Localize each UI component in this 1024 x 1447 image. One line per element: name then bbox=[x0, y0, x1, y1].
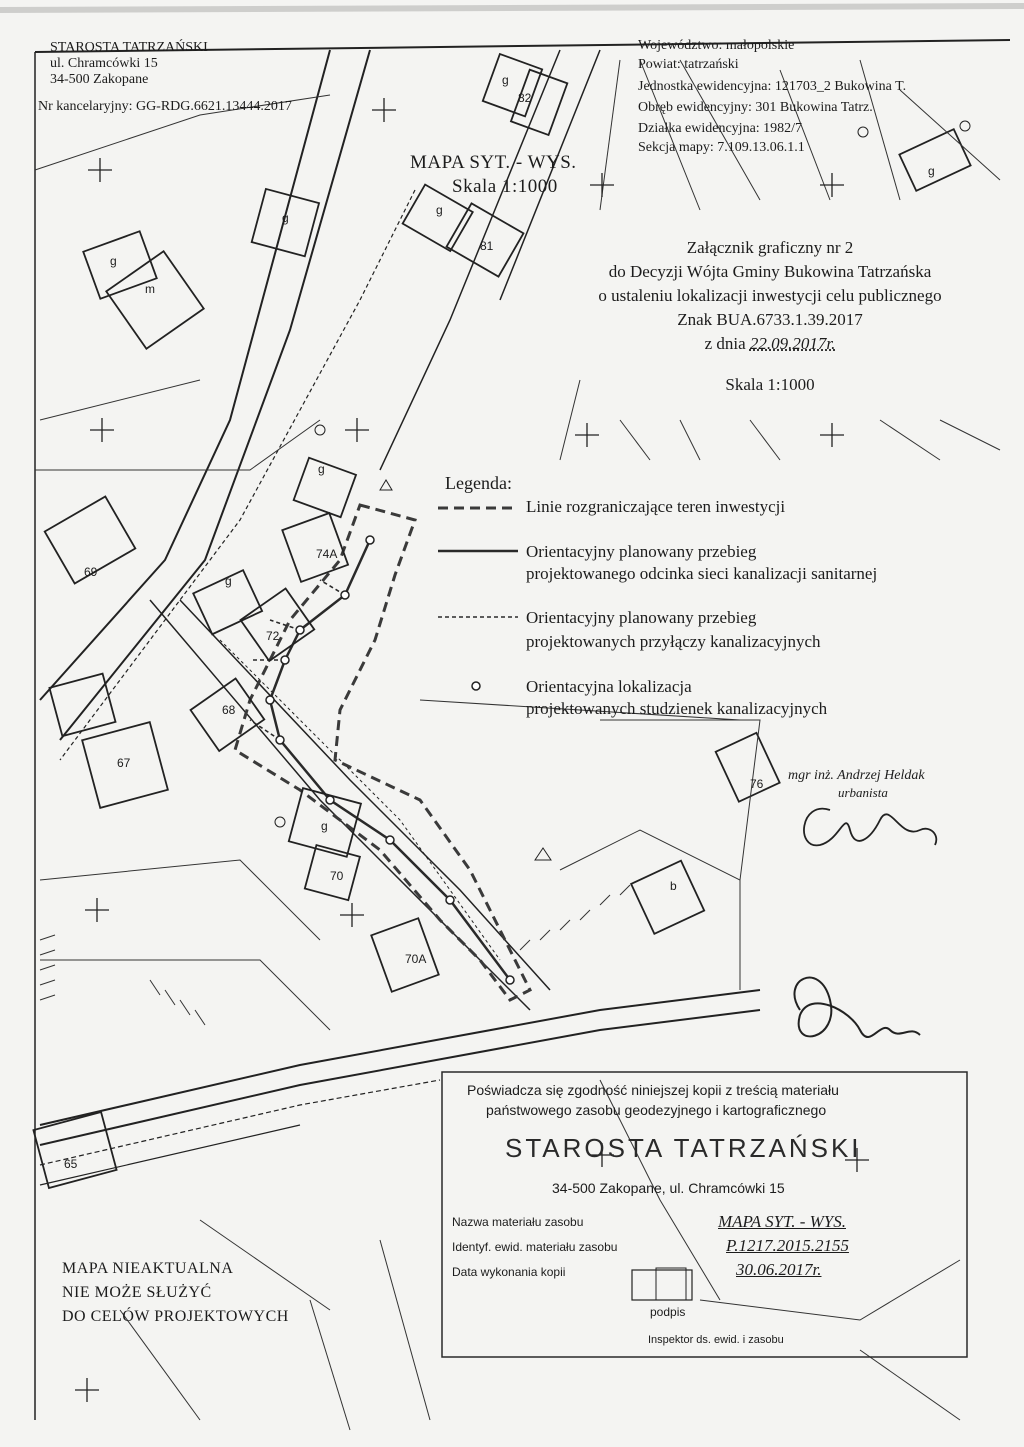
annex-decision: do Decyzji Wójta Gminy Bukowina Tatrzańska bbox=[608, 262, 932, 281]
annex-subject: o ustaleniu lokalizacji inwestycji celu publicznego bbox=[598, 286, 942, 305]
annex-date-value: 22.09.2017r. bbox=[749, 334, 836, 353]
markers bbox=[275, 121, 970, 860]
stamp-certification-line-1: Poświadcza się zgodność niniejszej kopii z treścią materiału bbox=[467, 1082, 839, 1098]
cadastral-precinct: Obręb ewidencyjny: 301 Bukowina Tatrz. bbox=[638, 100, 873, 115]
cadastral-voivodeship: Województwo: małopolskie bbox=[638, 38, 795, 53]
legend-title: Legenda: bbox=[445, 473, 512, 493]
building-label: 67 bbox=[117, 756, 131, 770]
building-label: 72 bbox=[266, 629, 280, 643]
building-label: g bbox=[502, 73, 509, 87]
building-label: 70 bbox=[330, 869, 344, 883]
embankment bbox=[40, 885, 630, 1025]
warning-line-2: NIE MOŻE SŁUŻYĆ bbox=[62, 1284, 212, 1301]
building-label: g bbox=[436, 203, 443, 217]
stamp-certification-line-2: państwowego zasobu geodezyjnego i kartograficznego bbox=[486, 1102, 827, 1118]
office-line-3: 34-500 Zakopane bbox=[50, 72, 149, 87]
road-middle bbox=[150, 600, 550, 1010]
stamp-field-3-value: 30.06.2017r. bbox=[736, 1260, 822, 1279]
building-label: 70A bbox=[405, 952, 427, 966]
office-reference-number: Nr kancelaryjny: GG-RDG.6621.13444.2017 bbox=[38, 99, 292, 114]
building-label: 81 bbox=[480, 239, 494, 253]
stamp-office: STAROSTA TATRZAŃSKI bbox=[505, 1133, 862, 1163]
warning-line-1: MAPA NIEAKTUALNA bbox=[62, 1260, 234, 1277]
stamp-field-3-label: Data wykonania kopii bbox=[452, 1265, 566, 1279]
stamp-field-1-value: MAPA SYT. - WYS. bbox=[718, 1212, 846, 1231]
legend-item-sewer-line-2: projektowanego odcinka sieci kanalizacji sanitarnej bbox=[526, 564, 878, 583]
urbanist-signature bbox=[804, 809, 936, 846]
office-line-2: ul. Chramcówki 15 bbox=[50, 56, 158, 71]
urbanist-role: urbanista bbox=[838, 785, 888, 800]
building-label: m bbox=[145, 282, 155, 296]
stamp-field-2-label: Identyf. ewid. materiału zasobu bbox=[452, 1240, 618, 1254]
stamp-address: 34-500 Zakopane, ul. Chramcówki 15 bbox=[552, 1180, 785, 1196]
legend-item-connections-1: Orientacyjny planowany przebieg bbox=[526, 608, 757, 627]
building-label: g bbox=[321, 819, 328, 833]
annex-scale: Skala 1:1000 bbox=[725, 375, 815, 394]
legend-item-connections-2: projektowanych przyłączy kanalizacyjnych bbox=[526, 632, 821, 651]
stamp-field-2-value: P.1217.2015.2155 bbox=[726, 1236, 849, 1255]
building-label: g bbox=[318, 462, 325, 476]
building-label: g bbox=[110, 254, 117, 268]
annex-reference: Znak BUA.6733.1.39.2017 bbox=[677, 310, 863, 329]
cadastral-parcel: Działka ewidencyjna: 1982/7 bbox=[638, 121, 803, 136]
building-label: 74A bbox=[316, 547, 338, 561]
building-label: 65 bbox=[64, 1157, 78, 1171]
urbanist-name: mgr inż. Andrzej Heldak bbox=[788, 768, 925, 783]
building-label: 68 bbox=[222, 703, 236, 717]
cadastral-map-section: Sekcja mapy: 7.109.13.06.1.1 bbox=[638, 140, 805, 155]
cadastral-county: Powiat: tatrzański bbox=[638, 57, 739, 72]
cadastral-unit: Jednostka ewidencyjna: 121703_2 Bukowina T. bbox=[638, 79, 907, 94]
stamp-signature-label: podpis bbox=[650, 1305, 686, 1319]
wojt-signature bbox=[794, 978, 920, 1037]
warning-line-3: DO CELÓW PROJEKTOWYCH bbox=[62, 1308, 289, 1325]
scan-edge bbox=[0, 6, 1024, 10]
sewer-line bbox=[270, 540, 510, 980]
legend-item-manholes-1: Orientacyjna lokalizacja bbox=[526, 677, 692, 696]
legend-symbols bbox=[438, 508, 518, 690]
legend-item-sewer-line-1: Orientacyjny planowany przebieg bbox=[526, 542, 757, 561]
building-label: g bbox=[928, 164, 935, 178]
building-label: g bbox=[225, 574, 232, 588]
building-label: b bbox=[670, 879, 677, 893]
building-label: 82 bbox=[518, 91, 532, 105]
annex-date-row bbox=[540, 334, 1000, 354]
building-label: g bbox=[282, 211, 289, 225]
building-label: 76 bbox=[750, 777, 764, 791]
annex-title: Załącznik graficzny nr 2 bbox=[686, 238, 854, 257]
office-line-1: STAROSTA TATRZAŃSKI bbox=[50, 40, 208, 55]
stamp-field-1-label: Nazwa materiału zasobu bbox=[452, 1215, 584, 1229]
map-title: MAPA SYT. - WYS. bbox=[410, 152, 577, 173]
legend-item-manholes-2: projektowanych studzienek kanalizacyjnych bbox=[526, 699, 828, 718]
annex-date-prefix: z dnia bbox=[704, 334, 746, 353]
building-label: 69 bbox=[84, 565, 98, 579]
legend-item-boundary: Linie rozgraniczające teren inwestycji bbox=[526, 497, 786, 516]
map-scale: Skala 1:1000 bbox=[452, 176, 558, 197]
stamp-inspector-label: Inspektor ds. ewid. i zasobu bbox=[648, 1334, 784, 1346]
